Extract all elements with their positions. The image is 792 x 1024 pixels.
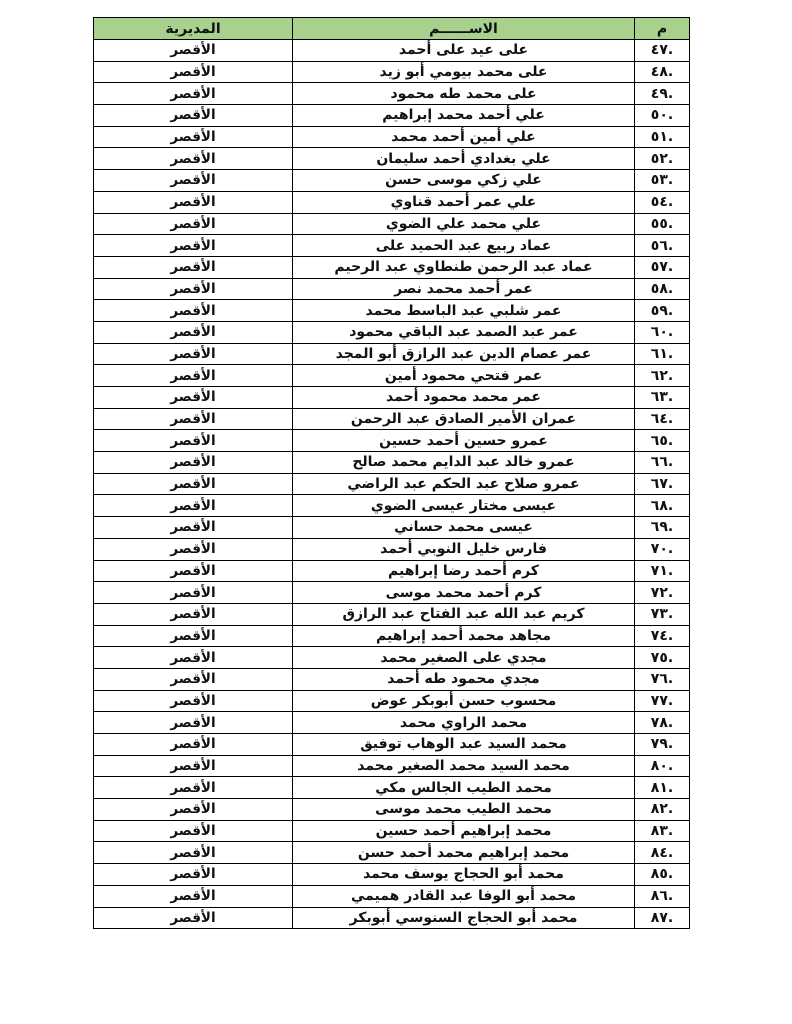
row-number-cell: .٥٠ — [635, 105, 690, 127]
row-directorate-cell: الأقصر — [94, 907, 293, 929]
row-directorate-cell: الأقصر — [94, 170, 293, 192]
row-directorate-cell: الأقصر — [94, 625, 293, 647]
row-directorate-cell: الأقصر — [94, 387, 293, 409]
row-number-cell: .٧٠ — [635, 538, 690, 560]
row-number-cell: .٤٧ — [635, 40, 690, 62]
table-row — [94, 343, 690, 365]
row-number-cell: .٥٦ — [635, 235, 690, 257]
row-directorate-cell: الأقصر — [94, 40, 293, 62]
table-row — [94, 712, 690, 734]
row-name-cell: علي أحمد محمد إبراهيم — [293, 105, 635, 127]
row-number-cell: .٨٣ — [635, 820, 690, 842]
row-directorate-cell: الأقصر — [94, 452, 293, 474]
row-name-cell: عمر أحمد محمد نصر — [293, 278, 635, 300]
row-directorate-cell: الأقصر — [94, 647, 293, 669]
table-row — [94, 799, 690, 821]
row-directorate-cell: الأقصر — [94, 321, 293, 343]
table-row — [94, 777, 690, 799]
row-number-cell: .٧٤ — [635, 625, 690, 647]
table-row — [94, 321, 690, 343]
table-row — [94, 668, 690, 690]
row-name-cell: عماد عبد الرحمن طنطاوي عبد الرحيم — [293, 256, 635, 278]
row-name-cell: على محمد بيومي أبو زيد — [293, 61, 635, 83]
table-row — [94, 582, 690, 604]
row-name-cell: محمد أبو الحجاج السنوسي أبوبكر — [293, 907, 635, 929]
row-name-cell: عماد ربيع عبد الحميد على — [293, 235, 635, 257]
row-name-cell: محمد الراوي محمد — [293, 712, 635, 734]
table-row — [94, 452, 690, 474]
table-row — [94, 495, 690, 517]
row-directorate-cell: الأقصر — [94, 61, 293, 83]
row-directorate-cell: الأقصر — [94, 864, 293, 886]
row-directorate-cell: الأقصر — [94, 885, 293, 907]
row-number-cell: .٧٩ — [635, 734, 690, 756]
row-number-cell: .٧٨ — [635, 712, 690, 734]
row-name-cell: محمد أبو الحجاج يوسف محمد — [293, 864, 635, 886]
row-number-cell: .٥٤ — [635, 191, 690, 213]
row-name-cell: محمد الطيب محمد موسى — [293, 799, 635, 821]
row-directorate-cell: الأقصر — [94, 235, 293, 257]
row-directorate-cell: الأقصر — [94, 668, 293, 690]
row-number-cell: .٦٤ — [635, 408, 690, 430]
row-number-cell: .٦٠ — [635, 321, 690, 343]
table-row — [94, 820, 690, 842]
table-row — [94, 300, 690, 322]
row-directorate-cell: الأقصر — [94, 560, 293, 582]
table-row — [94, 408, 690, 430]
row-directorate-cell: الأقصر — [94, 408, 293, 430]
table-row — [94, 83, 690, 105]
row-directorate-cell: الأقصر — [94, 712, 293, 734]
row-number-cell: .٧٣ — [635, 603, 690, 625]
table-row — [94, 387, 690, 409]
row-number-cell: .٥١ — [635, 126, 690, 148]
row-number-cell: .٥٣ — [635, 170, 690, 192]
table-row — [94, 538, 690, 560]
row-name-cell: علي زكي موسى حسن — [293, 170, 635, 192]
row-number-cell: .٨٠ — [635, 755, 690, 777]
row-name-cell: فارس خليل النوبي أحمد — [293, 538, 635, 560]
row-directorate-cell: الأقصر — [94, 842, 293, 864]
row-name-cell: مجدي محمود طه أحمد — [293, 668, 635, 690]
row-directorate-cell: الأقصر — [94, 213, 293, 235]
row-number-cell: .٥٨ — [635, 278, 690, 300]
row-number-cell: .٨١ — [635, 777, 690, 799]
row-name-cell: عمرو خالد عبد الدايم محمد صالح — [293, 452, 635, 474]
row-directorate-cell: الأقصر — [94, 148, 293, 170]
row-name-cell: علي عمر أحمد قناوي — [293, 191, 635, 213]
row-number-cell: .٤٨ — [635, 61, 690, 83]
row-number-cell: .٦١ — [635, 343, 690, 365]
table-row — [94, 213, 690, 235]
row-name-cell: عمر فتحي محمود أمين — [293, 365, 635, 387]
row-directorate-cell: الأقصر — [94, 734, 293, 756]
row-number-cell: .٦٨ — [635, 495, 690, 517]
row-directorate-cell: الأقصر — [94, 690, 293, 712]
row-number-cell: .٨٥ — [635, 864, 690, 886]
table-row — [94, 278, 690, 300]
row-number-cell: .٧٢ — [635, 582, 690, 604]
table-row — [94, 560, 690, 582]
table-row — [94, 603, 690, 625]
table-row — [94, 734, 690, 756]
roster-sheet — [93, 17, 689, 929]
row-directorate-cell: الأقصر — [94, 517, 293, 539]
row-directorate-cell: الأقصر — [94, 538, 293, 560]
table-row — [94, 517, 690, 539]
row-directorate-cell: الأقصر — [94, 820, 293, 842]
table-row — [94, 235, 690, 257]
row-number-cell: .٥٧ — [635, 256, 690, 278]
row-name-cell: عمر عصام الدين عبد الرازق أبو المجد — [293, 343, 635, 365]
row-number-cell: .٨٢ — [635, 799, 690, 821]
row-name-cell: محمد السيد محمد الصغير محمد — [293, 755, 635, 777]
row-directorate-cell: الأقصر — [94, 495, 293, 517]
table-row — [94, 148, 690, 170]
row-directorate-cell: الأقصر — [94, 191, 293, 213]
row-name-cell: علي أمين أحمد محمد — [293, 126, 635, 148]
header-row — [94, 18, 690, 40]
row-number-cell: .٨٦ — [635, 885, 690, 907]
row-directorate-cell: الأقصر — [94, 278, 293, 300]
table-row — [94, 842, 690, 864]
table-row — [94, 61, 690, 83]
table-row — [94, 126, 690, 148]
row-name-cell: عمر شلبي عبد الباسط محمد — [293, 300, 635, 322]
table-row — [94, 170, 690, 192]
row-number-cell: .٧١ — [635, 560, 690, 582]
row-directorate-cell: الأقصر — [94, 603, 293, 625]
row-name-cell: عمر محمد محمود أحمد — [293, 387, 635, 409]
table-row — [94, 647, 690, 669]
row-number-cell: .٤٩ — [635, 83, 690, 105]
row-name-cell: على عيد على أحمد — [293, 40, 635, 62]
row-directorate-cell: الأقصر — [94, 126, 293, 148]
row-directorate-cell: الأقصر — [94, 582, 293, 604]
row-directorate-cell: الأقصر — [94, 365, 293, 387]
row-name-cell: كريم عبد الله عبد الفتاح عبد الرازق — [293, 603, 635, 625]
column-header-number: م — [635, 18, 690, 40]
table-row — [94, 885, 690, 907]
table-row — [94, 365, 690, 387]
table-row — [94, 907, 690, 929]
row-name-cell: عمران الأمير الصادق عبد الرحمن — [293, 408, 635, 430]
table-row — [94, 430, 690, 452]
row-number-cell: .٥٥ — [635, 213, 690, 235]
row-number-cell: .٧٧ — [635, 690, 690, 712]
row-name-cell: عيسى محمد حساني — [293, 517, 635, 539]
table-row — [94, 256, 690, 278]
table-header — [94, 18, 690, 40]
column-header-directorate: المديرية — [94, 18, 293, 40]
row-name-cell: مجاهد محمد أحمد إبراهيم — [293, 625, 635, 647]
table-row — [94, 105, 690, 127]
row-name-cell: عمرو حسين أحمد حسين — [293, 430, 635, 452]
row-name-cell: عمرو صلاح عبد الحكم عبد الراضي — [293, 473, 635, 495]
row-number-cell: .٧٦ — [635, 668, 690, 690]
table-row — [94, 755, 690, 777]
table-row — [94, 625, 690, 647]
row-name-cell: محمد أبو الوفا عبد القادر هميمي — [293, 885, 635, 907]
row-number-cell: .٨٤ — [635, 842, 690, 864]
column-header-name: الاســــــم — [293, 18, 635, 40]
row-name-cell: محمد السيد عبد الوهاب توفيق — [293, 734, 635, 756]
table-row — [94, 473, 690, 495]
row-directorate-cell: الأقصر — [94, 256, 293, 278]
row-name-cell: محمد إبراهيم محمد أحمد حسن — [293, 842, 635, 864]
row-name-cell: عمر عبد الصمد عبد الباقي محمود — [293, 321, 635, 343]
row-directorate-cell: الأقصر — [94, 777, 293, 799]
row-directorate-cell: الأقصر — [94, 473, 293, 495]
row-name-cell: مجدي على الصغير محمد — [293, 647, 635, 669]
row-number-cell: .٧٥ — [635, 647, 690, 669]
row-directorate-cell: الأقصر — [94, 105, 293, 127]
row-number-cell: .٦٢ — [635, 365, 690, 387]
table-row — [94, 191, 690, 213]
row-directorate-cell: الأقصر — [94, 343, 293, 365]
row-name-cell: محسوب حسن أبوبكر عوض — [293, 690, 635, 712]
row-directorate-cell: الأقصر — [94, 799, 293, 821]
row-name-cell: على محمد طه محمود — [293, 83, 635, 105]
row-directorate-cell: الأقصر — [94, 430, 293, 452]
row-name-cell: محمد الطيب الجالس مكي — [293, 777, 635, 799]
row-number-cell: .٦٣ — [635, 387, 690, 409]
row-number-cell: .٦٦ — [635, 452, 690, 474]
row-name-cell: كرم أحمد رضا إبراهيم — [293, 560, 635, 582]
row-name-cell: كرم أحمد محمد موسى — [293, 582, 635, 604]
row-directorate-cell: الأقصر — [94, 83, 293, 105]
row-name-cell: محمد إبراهيم أحمد حسين — [293, 820, 635, 842]
row-name-cell: عيسى مختار عيسى الضوي — [293, 495, 635, 517]
roster-table — [93, 17, 690, 929]
row-number-cell: .٦٥ — [635, 430, 690, 452]
table-row — [94, 40, 690, 62]
table-body — [94, 40, 690, 929]
row-number-cell: .٦٩ — [635, 517, 690, 539]
table-row — [94, 690, 690, 712]
row-name-cell: علي بغدادي أحمد سليمان — [293, 148, 635, 170]
row-number-cell: .٥٢ — [635, 148, 690, 170]
row-number-cell: .٥٩ — [635, 300, 690, 322]
row-number-cell: .٦٧ — [635, 473, 690, 495]
table-row — [94, 864, 690, 886]
row-directorate-cell: الأقصر — [94, 300, 293, 322]
row-directorate-cell: الأقصر — [94, 755, 293, 777]
row-number-cell: .٨٧ — [635, 907, 690, 929]
row-name-cell: علي محمد علي الضوي — [293, 213, 635, 235]
